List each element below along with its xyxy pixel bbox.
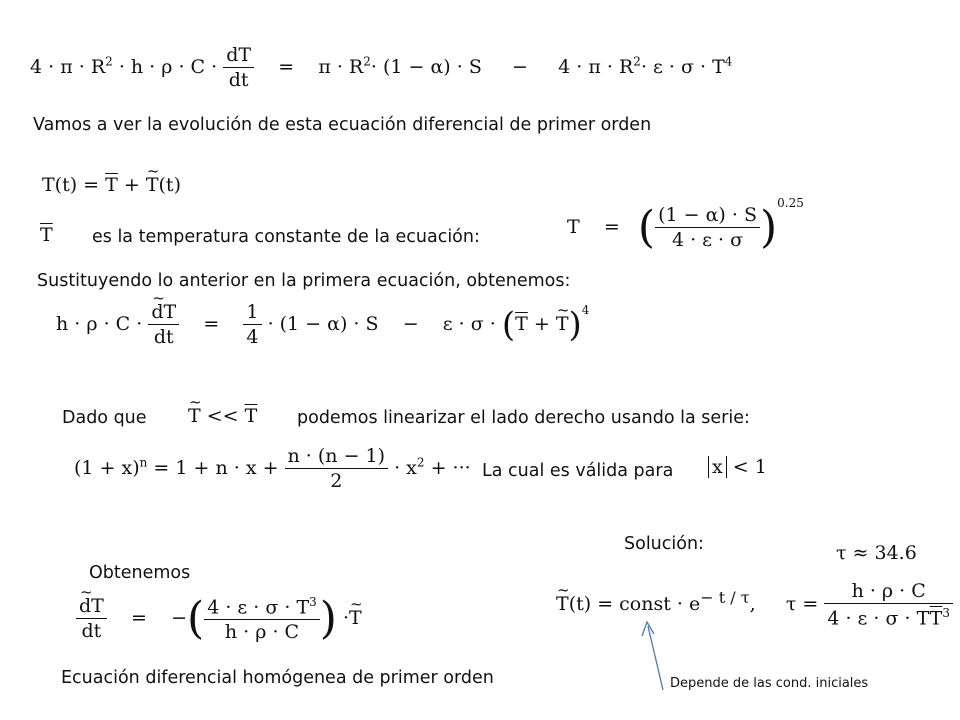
equation-equilibrium-temperature: T = ( $\frac{(1 - \alpha) \cdot S}{4 \cdot \varepsilon \cdot \sigma}$ )$^{0.25}$ (567, 196, 804, 253)
eq6-fraction (285, 447, 389, 491)
equation-tau-value: τ ≈ 34.6 (836, 542, 917, 564)
eq1-lhs: 4 · π · R (30, 56, 106, 78)
text-valid-for: La cual es válida para (482, 461, 674, 481)
eq6-n: n (139, 455, 148, 470)
text-intro: Vamos a ver la evolución de esta ecuación diferencial de primer orden (33, 115, 652, 135)
eq9-fden: h · ρ · C (224, 621, 300, 644)
eq4-minus: − (402, 313, 419, 335)
eq2-lhs: T(t) = (42, 174, 106, 196)
equation-decomposition (42, 176, 181, 195)
eq1-rhs2: 4 · π · R (558, 56, 634, 78)
eq9-fraction (204, 596, 320, 642)
eq1-lhs-mid: · h · ρ · C · (118, 56, 218, 78)
text-we-obtain: Obtenemos (89, 563, 191, 583)
eq10-Ttilde: ~ T (556, 595, 569, 614)
eq3-fraction (655, 206, 760, 250)
eq4-mid: · (1 − α) · S (267, 313, 379, 335)
eq9-fexp: 3 (309, 595, 317, 609)
eq9-num: ~ dT (79, 597, 104, 616)
eq6-den: 2 (330, 470, 343, 492)
eq1-dt: dt (228, 69, 249, 91)
arrow-line (648, 626, 663, 690)
eq1-rhs1-exp: 2 (363, 54, 371, 69)
eq10-comma: , (749, 593, 756, 616)
eq5-ll: << (200, 405, 245, 427)
eq4-exp: 4 (581, 303, 590, 317)
eq4-lhs: h · ρ · C · (56, 313, 143, 335)
eq7-abs-x: x (708, 456, 727, 478)
eq1-rhs1: π · R (318, 56, 364, 78)
eq1-exp: 2 (105, 54, 113, 69)
eq6-num: n · (n − 1) (285, 447, 389, 469)
eq1-dT: dT (223, 46, 254, 68)
eq1-rhs2-exp4: 4 (724, 54, 733, 69)
eq4-quarter (243, 303, 261, 347)
eq10-lhs: (t) = const · e (568, 593, 701, 616)
eq4-one: 1 (243, 303, 261, 325)
eq5-Tbar: $\overline{T}$ (244, 405, 258, 427)
text-given-that: Dado que (62, 408, 147, 428)
eq9-den: dt (81, 620, 102, 643)
eq9-fnum: 4 · ε · σ · T (207, 596, 310, 619)
eq1-minus: − (512, 56, 528, 78)
eq10-fraction (824, 582, 953, 628)
eq2-rest: (t) (158, 174, 181, 196)
eq3-num: (1 − α) · S (655, 206, 760, 228)
eq6-mid: = 1 + n · x + (147, 457, 285, 479)
eq9-equals: = (131, 607, 147, 630)
eq1-rhs2-exp: 2 (633, 54, 641, 69)
eq1-rhs2-b: · ε · σ · T (640, 56, 725, 78)
eq4-rhs: ε · σ · (442, 313, 496, 335)
equation-small-perturbation (188, 407, 257, 426)
eq4-num: ~ dT (151, 303, 176, 322)
eq9-dot: · (343, 607, 350, 630)
eq4-plus: + (527, 313, 556, 335)
equation-homogeneous: ~ $\frac{dT}{dt}$ = −( $\frac{4 \cdot \varepsilon \cdot \sigma \cdot T^3}{h \cdot \rho \cdot C}$ ) ·~ T (76, 596, 362, 642)
eq9-neg: − (171, 607, 188, 630)
eq4-four: 4 (246, 326, 259, 348)
eq10-tau: τ = (785, 593, 819, 616)
text-constant-temperature: es la temperatura constante de la ecuación: (92, 227, 480, 247)
eq9-Ttilde: ~ T (349, 609, 362, 628)
eq4-Ttilde: ~ T (556, 315, 569, 334)
eq2-plus: + (117, 174, 146, 196)
text-solution: Solución: (624, 534, 704, 554)
text2-symbol (40, 226, 53, 245)
text-homogeneous-equation: Ecuación diferencial homógenea de primer orden (61, 668, 494, 688)
text-linearize: podemos linearizar el lado derecho usando la serie: (297, 408, 750, 428)
eq3-lhs: T (567, 216, 580, 238)
eq7-lt: < 1 (726, 456, 767, 478)
eq3-den: 4 · ε · σ (671, 229, 744, 251)
equation-solution (556, 582, 953, 628)
eq10-den: 4 · ε · σ · T (827, 607, 930, 630)
eq3-equals: = (603, 216, 620, 238)
eq1-derivative (223, 46, 254, 90)
eq1-equals: = (278, 56, 295, 78)
eq10-den-Tbar: $\overline{T}$ (929, 607, 943, 630)
eq10-den-exp: 3 (942, 606, 950, 620)
equation-energy-balance (30, 46, 732, 90)
Tbar-symbol: $\overline{T}$ (40, 224, 53, 246)
eq6-dots: + ··· (424, 457, 471, 479)
equation-binomial-series (74, 447, 471, 491)
eq9-derivative (76, 597, 107, 641)
eq1-rhs1-b: · (1 − α) · S (370, 56, 482, 78)
eq10-num: h · ρ · C (824, 582, 953, 604)
eq6-tail-exp: 2 (416, 455, 425, 470)
text-substituting: Sustituyendo lo anterior en la primera ecuación, obtenemos: (37, 271, 571, 291)
eq6-lhs: (1 + x) (74, 457, 140, 479)
equation-substituted: h · ρ · C · ~ $\frac{dT}{dt}$ = $\frac{1}{4}$ · (1 − α) · S − $\varepsilon \cdot \sigma \cdot (\overline{T}$ + ~ T)$^4$ (56, 303, 589, 347)
eq4-equals: = (203, 313, 220, 335)
eq2-Ttilde: ~ T (146, 176, 159, 195)
eq10-exp: − t / τ (700, 587, 750, 607)
eq4-derivative (148, 303, 179, 347)
eq2-Tbar: $\overline{T}$ (105, 174, 118, 196)
eq4-den: dt (153, 326, 174, 348)
text-depends-initial-conditions: Depende de las cond. iniciales (670, 676, 869, 691)
eq3-exp: 0.25 (777, 196, 804, 210)
eq6-tail: · x (394, 457, 417, 479)
equation-validity (708, 458, 767, 477)
eq5-Ttilde: ~ T (188, 407, 201, 426)
eq4-Tbar: $\overline{T}$ (515, 313, 528, 335)
